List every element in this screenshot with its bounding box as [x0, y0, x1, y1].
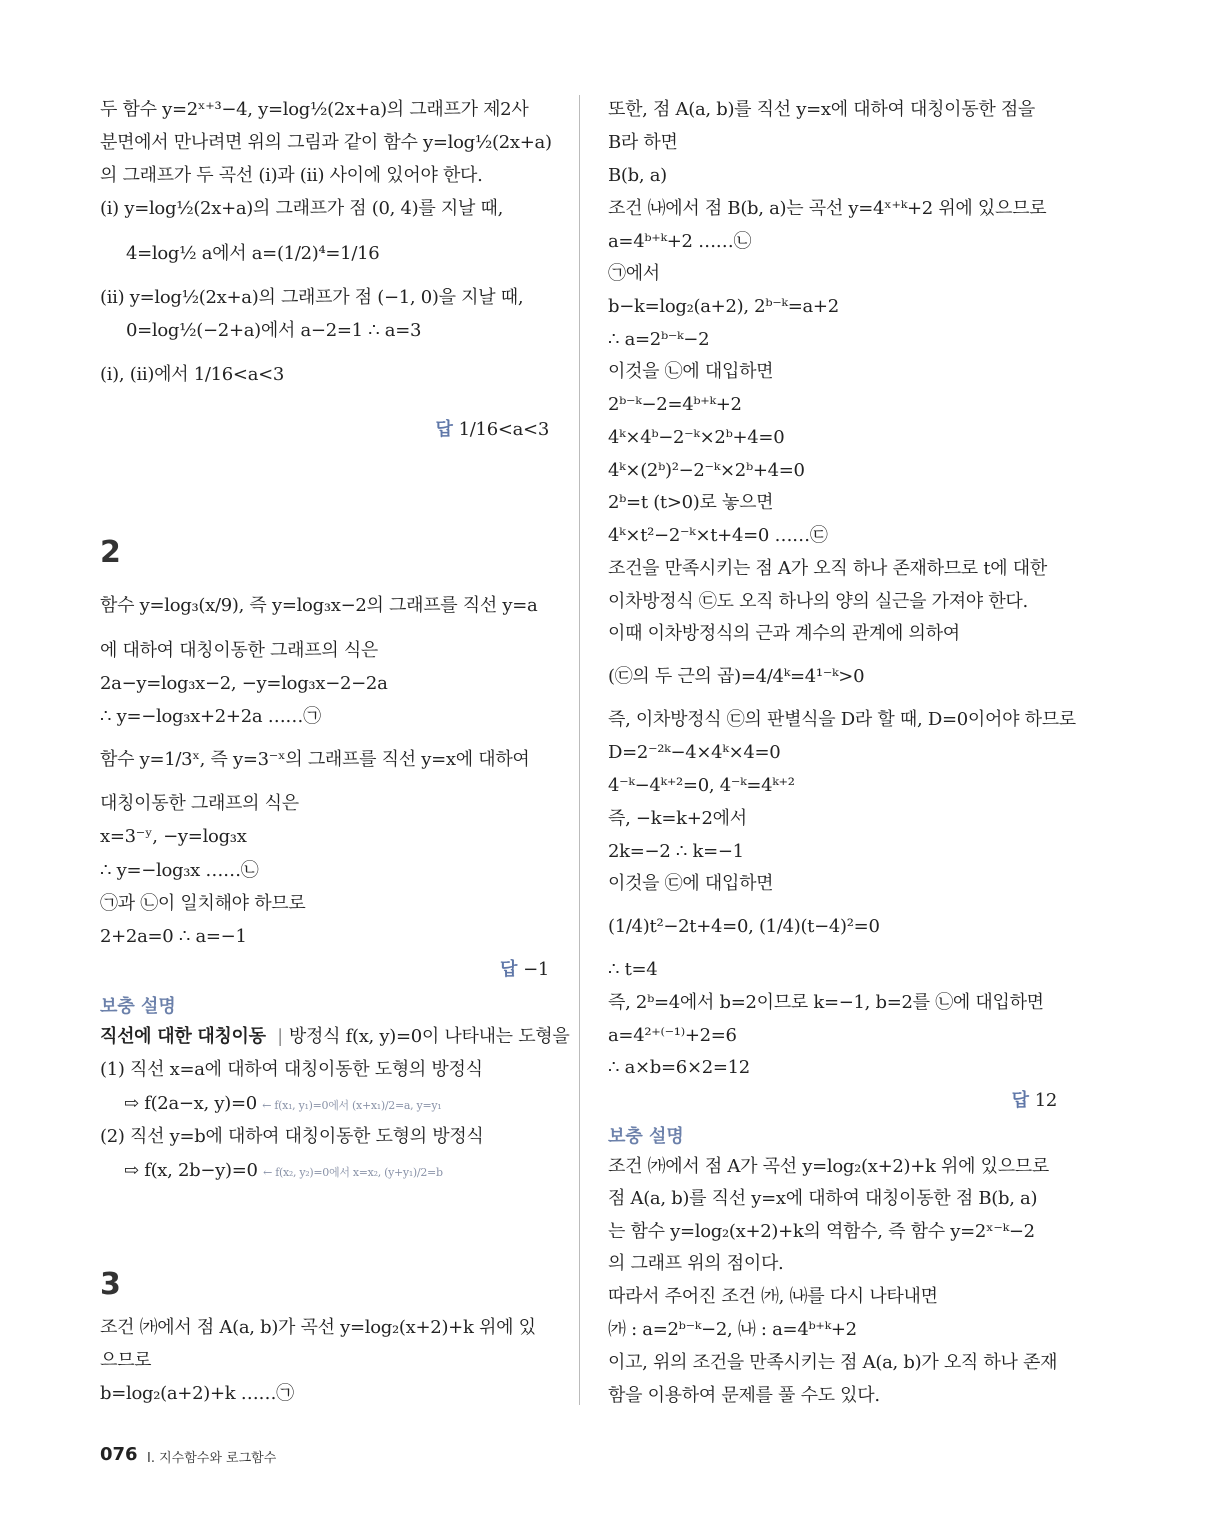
- text-line: 함을 이용하여 문제를 풀 수도 있다.: [608, 1385, 880, 1406]
- text-line: 즉, 2ᵇ=4에서 b=2이므로 k=−1, b=2를 ㉡에 대입하면: [608, 992, 1044, 1013]
- text-line: 4ᵏ×(2ᵇ)²−2⁻ᵏ×2ᵇ+4=0: [608, 460, 805, 481]
- text-line: 으므로: [100, 1350, 152, 1371]
- supplement-title: 보충 설명: [608, 1126, 684, 1147]
- text-line: 두 함수 y=2ˣ⁺³−4, y=log½(2x+a)의 그래프가 제2사: [100, 99, 529, 120]
- text-line: 조건 ㈏에서 점 B(b, a)는 곡선 y=4ˣ⁺ᵏ+2 위에 있으므로: [608, 198, 1047, 219]
- text-line: B(b, a): [608, 165, 667, 186]
- text-line: x=3⁻ʸ, −y=log₃x: [100, 826, 247, 847]
- text-line: 분면에서 만나려면 위의 그림과 같이 함수 y=log½(2x+a): [100, 132, 552, 153]
- text-line: 대칭이동한 그래프의 식은: [100, 793, 299, 814]
- text-line: 조건 ㈎에서 점 A가 곡선 y=log₂(x+2)+k 위에 있으므로: [608, 1156, 1049, 1177]
- text-line: ∴ t=4: [608, 959, 658, 980]
- formula-line: [124, 1159, 443, 1185]
- problem-number-3: 3: [100, 1267, 121, 1302]
- text-line: a=4ᵇ⁺ᵏ+2 ……㉡: [608, 231, 752, 252]
- text-line: 4ᵏ×4ᵇ−2⁻ᵏ×2ᵇ+4=0: [608, 427, 785, 448]
- text-line: 즉, 이차방정식 ㉢의 판별식을 D라 할 때, D=0이어야 하므로: [608, 709, 1076, 730]
- text-line: b−k=log₂(a+2), 2ᵇ⁻ᵏ=a+2: [608, 296, 839, 317]
- text-line: (1) 직선 x=a에 대하여 대칭이동한 도형의 방정식: [100, 1059, 483, 1080]
- text-line: 이것을 ㉡에 대입하면: [608, 361, 774, 382]
- formula-note: ← f(x₁, y₁)=0에서 (x+x₁)/2=a, y=y₁: [262, 1099, 442, 1112]
- answer-1: [436, 418, 549, 442]
- text-line: (2) 직선 y=b에 대하여 대칭이동한 도형의 방정식: [100, 1126, 484, 1147]
- supplement-title: 보충 설명: [100, 996, 176, 1017]
- supplement-heading: 직선에 대한 대칭이동: [100, 1026, 266, 1047]
- text-line: 는 함수 y=log₂(x+2)+k의 역함수, 즉 함수 y=2ˣ⁻ᵏ−2: [608, 1221, 1035, 1242]
- text-line: 따라서 주어진 조건 ㈎, ㈏를 다시 나타내면: [608, 1286, 938, 1307]
- answer-value: 12: [1034, 1090, 1057, 1111]
- text-line: 2ᵇ⁻ᵏ−2=4ᵇ⁺ᵏ+2: [608, 394, 742, 415]
- text-line: 2+2a=0 ∴ a=−1: [100, 926, 247, 947]
- column-divider: [579, 95, 580, 1405]
- text-line: D=2⁻²ᵏ−4×4ᵏ×4=0: [608, 742, 781, 763]
- formula: ⇨ f(x, 2b−y)=0: [124, 1160, 258, 1181]
- text-line: 이것을 ㉢에 대입하면: [608, 873, 774, 894]
- formula-line: [124, 1092, 441, 1118]
- supplement-text: 방정식 f(x, y)=0이 나타내는 도형을: [288, 1026, 570, 1047]
- text-line: 2k=−2 ∴ k=−1: [608, 841, 744, 862]
- text-line: 0=log½(−2+a)에서 a−2=1 ∴ a=3: [126, 320, 422, 341]
- text-line: 이고, 위의 조건을 만족시키는 점 A(a, b)가 오직 하나 존재: [608, 1352, 1058, 1373]
- text-line: 4ᵏ×t²−2⁻ᵏ×t+4=0 ……㉢: [608, 525, 828, 546]
- text-line: ㉠과 ㉡이 일치해야 하므로: [100, 893, 306, 914]
- text-line: 이때 이차방정식의 근과 계수의 관계에 의하여: [608, 623, 960, 644]
- text-line: 조건 ㈎에서 점 A(a, b)가 곡선 y=log₂(x+2)+k 위에 있: [100, 1317, 536, 1338]
- text-line: (i) y=log½(2x+a)의 그래프가 점 (0, 4)를 지날 때,: [100, 198, 504, 219]
- separator: |: [277, 1026, 283, 1047]
- text-line: (i), (ii)에서 1/16<a<3: [100, 364, 285, 385]
- text-line: 4⁻ᵏ−4ᵏ⁺²=0, 4⁻ᵏ=4ᵏ⁺²: [608, 775, 795, 796]
- text-line: 2a−y=log₃x−2, −y=log₃x−2−2a: [100, 673, 388, 694]
- page-number: 076: [100, 1444, 138, 1465]
- supplement-intro: [100, 1025, 569, 1049]
- problem-number-2: 2: [100, 535, 121, 570]
- answer-tag: 답: [1011, 1090, 1029, 1111]
- text-line: 즉, −k=k+2에서: [608, 808, 747, 829]
- answer-2: [500, 958, 549, 982]
- text-line: (1/4)t²−2t+4=0, (1/4)(t−4)²=0: [608, 916, 880, 937]
- text-line: 점 A(a, b)를 직선 y=x에 대하여 대칭이동한 점 B(b, a): [608, 1188, 1038, 1209]
- text-line: 조건을 만족시키는 점 A가 오직 하나 존재하므로 t에 대한: [608, 558, 1047, 579]
- answer-value: −1: [523, 959, 549, 980]
- answer-tag: 답: [435, 419, 453, 440]
- formula-note: ← f(x₂, y₂)=0에서 x=x₂, (y+y₁)/2=b: [263, 1166, 443, 1179]
- text-line: a=4²⁺⁽⁻¹⁾+2=6: [608, 1025, 737, 1046]
- chapter-title: I. 지수함수와 로그함수: [147, 1451, 277, 1466]
- text-line: ㉠에서: [608, 263, 660, 284]
- text-line: ∴ y=−log₃x+2+2a ……㉠: [100, 706, 321, 727]
- text-line: 의 그래프 위의 점이다.: [608, 1253, 784, 1274]
- text-line: B라 하면: [608, 132, 678, 153]
- answer-3: [1012, 1089, 1057, 1113]
- text-line: ∴ a×b=6×2=12: [608, 1057, 750, 1078]
- text-line: 4=log½ a에서 a=(1/2)⁴=1/16: [126, 243, 380, 264]
- text-line: 함수 y=1/3ˣ, 즉 y=3⁻ˣ의 그래프를 직선 y=x에 대하여: [100, 749, 530, 770]
- text-line: 의 그래프가 두 곡선 (i)과 (ii) 사이에 있어야 한다.: [100, 165, 483, 186]
- text-line: ㈎ : a=2ᵇ⁻ᵏ−2, ㈏ : a=4ᵇ⁺ᵏ+2: [608, 1319, 857, 1340]
- text-line: (㉢의 두 근의 곱)=4/4ᵏ=4¹⁻ᵏ>0: [608, 666, 865, 687]
- formula: ⇨ f(2a−x, y)=0: [124, 1093, 257, 1114]
- text-line: 이차방정식 ㉢도 오직 하나의 양의 실근을 가져야 한다.: [608, 591, 1028, 612]
- answer-value: 1/16<a<3: [458, 419, 549, 440]
- text-line: 함수 y=log₃(x/9), 즉 y=log₃x−2의 그래프를 직선 y=a: [100, 595, 538, 616]
- text-line: ∴ a=2ᵇ⁻ᵏ−2: [608, 329, 710, 350]
- text-line: 에 대하여 대칭이동한 그래프의 식은: [100, 640, 379, 661]
- answer-tag: 답: [499, 959, 518, 980]
- text-line: 2ᵇ=t (t>0)로 놓으면: [608, 492, 774, 513]
- text-line: (ii) y=log½(2x+a)의 그래프가 점 (−1, 0)을 지날 때,: [100, 287, 524, 308]
- text-line: b=log₂(a+2)+k ……㉠: [100, 1383, 294, 1404]
- text-line: 또한, 점 A(a, b)를 직선 y=x에 대하여 대칭이동한 점을: [608, 99, 1036, 120]
- text-line: ∴ y=−log₃x ……㉡: [100, 860, 259, 881]
